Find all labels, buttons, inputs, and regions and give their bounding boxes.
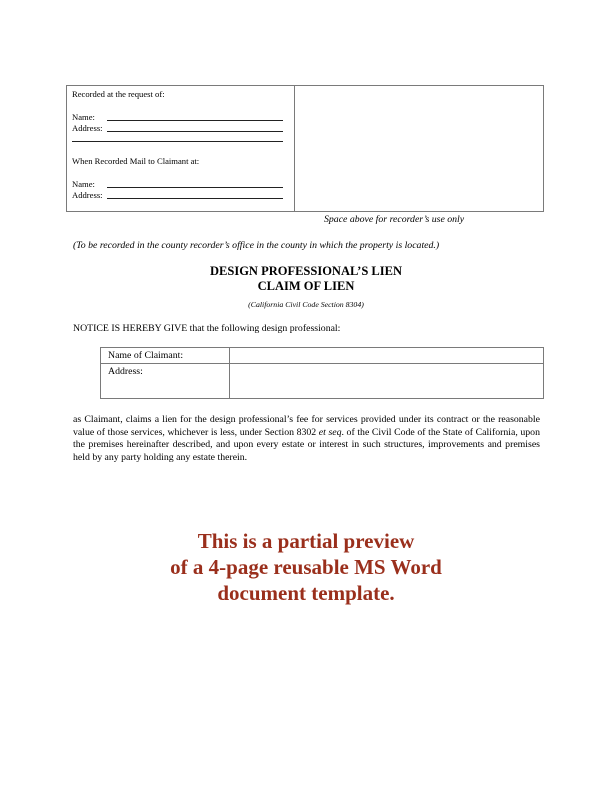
recorder-box	[66, 85, 544, 212]
claimant-name-label: Name of Claimant:	[108, 350, 184, 361]
document-title: DESIGN PROFESSIONAL’S LIEN	[210, 264, 402, 278]
table-column-divider	[229, 348, 230, 398]
preview-line-3: document template.	[217, 581, 395, 605]
document-subtitle: CLAIM OF LIEN	[257, 279, 355, 293]
preview-notice	[0, 528, 612, 606]
paragraph-et-seq: et seq	[318, 426, 342, 438]
name-label: Name:	[72, 112, 95, 122]
recorded-at-request-label: Recorded at the request of:	[72, 89, 165, 99]
address-line-3[interactable]	[107, 198, 283, 199]
name-label-2: Name:	[72, 179, 95, 189]
recorder-use-note: Space above for recorder’s use only	[324, 214, 465, 225]
notice-text: NOTICE IS HEREBY GIVE that the following design professional:	[73, 323, 341, 334]
preview-line-1: This is a partial preview	[197, 529, 415, 553]
name-line[interactable]	[107, 120, 283, 121]
address-line-2[interactable]	[72, 141, 283, 142]
recording-note: (To be recorded in the county recorder’s office in the county in which the property is located.)	[73, 240, 440, 251]
address-line[interactable]	[107, 131, 283, 132]
when-recorded-label: When Recorded Mail to Claimant at:	[72, 156, 200, 166]
name-line-2[interactable]	[107, 187, 283, 188]
code-reference: (California Civil Code Section 8304)	[248, 300, 364, 309]
lien-claim-paragraph	[73, 414, 540, 464]
address-label: Address:	[72, 123, 103, 133]
address-label-2: Address:	[72, 190, 103, 200]
recorder-request-panel	[67, 86, 295, 211]
claimant-table	[100, 347, 544, 399]
paragraph-part1: as Claimant, claims a lien for the design professional’s fee for services provided under its contract or the reasonable value of those services, whichever is less, under Section 8302	[73, 414, 540, 438]
paragraph-part2: . of the Civil Code of the State of California, upon the premises hereinafter described, and upon every estate or interest in such structures, improvements and premises held by any party holding any estate therein.	[73, 426, 540, 463]
claimant-address-label: Address:	[108, 366, 143, 377]
table-row-divider	[101, 363, 543, 364]
preview-line-2: of a 4-page reusable MS Word	[170, 555, 442, 579]
